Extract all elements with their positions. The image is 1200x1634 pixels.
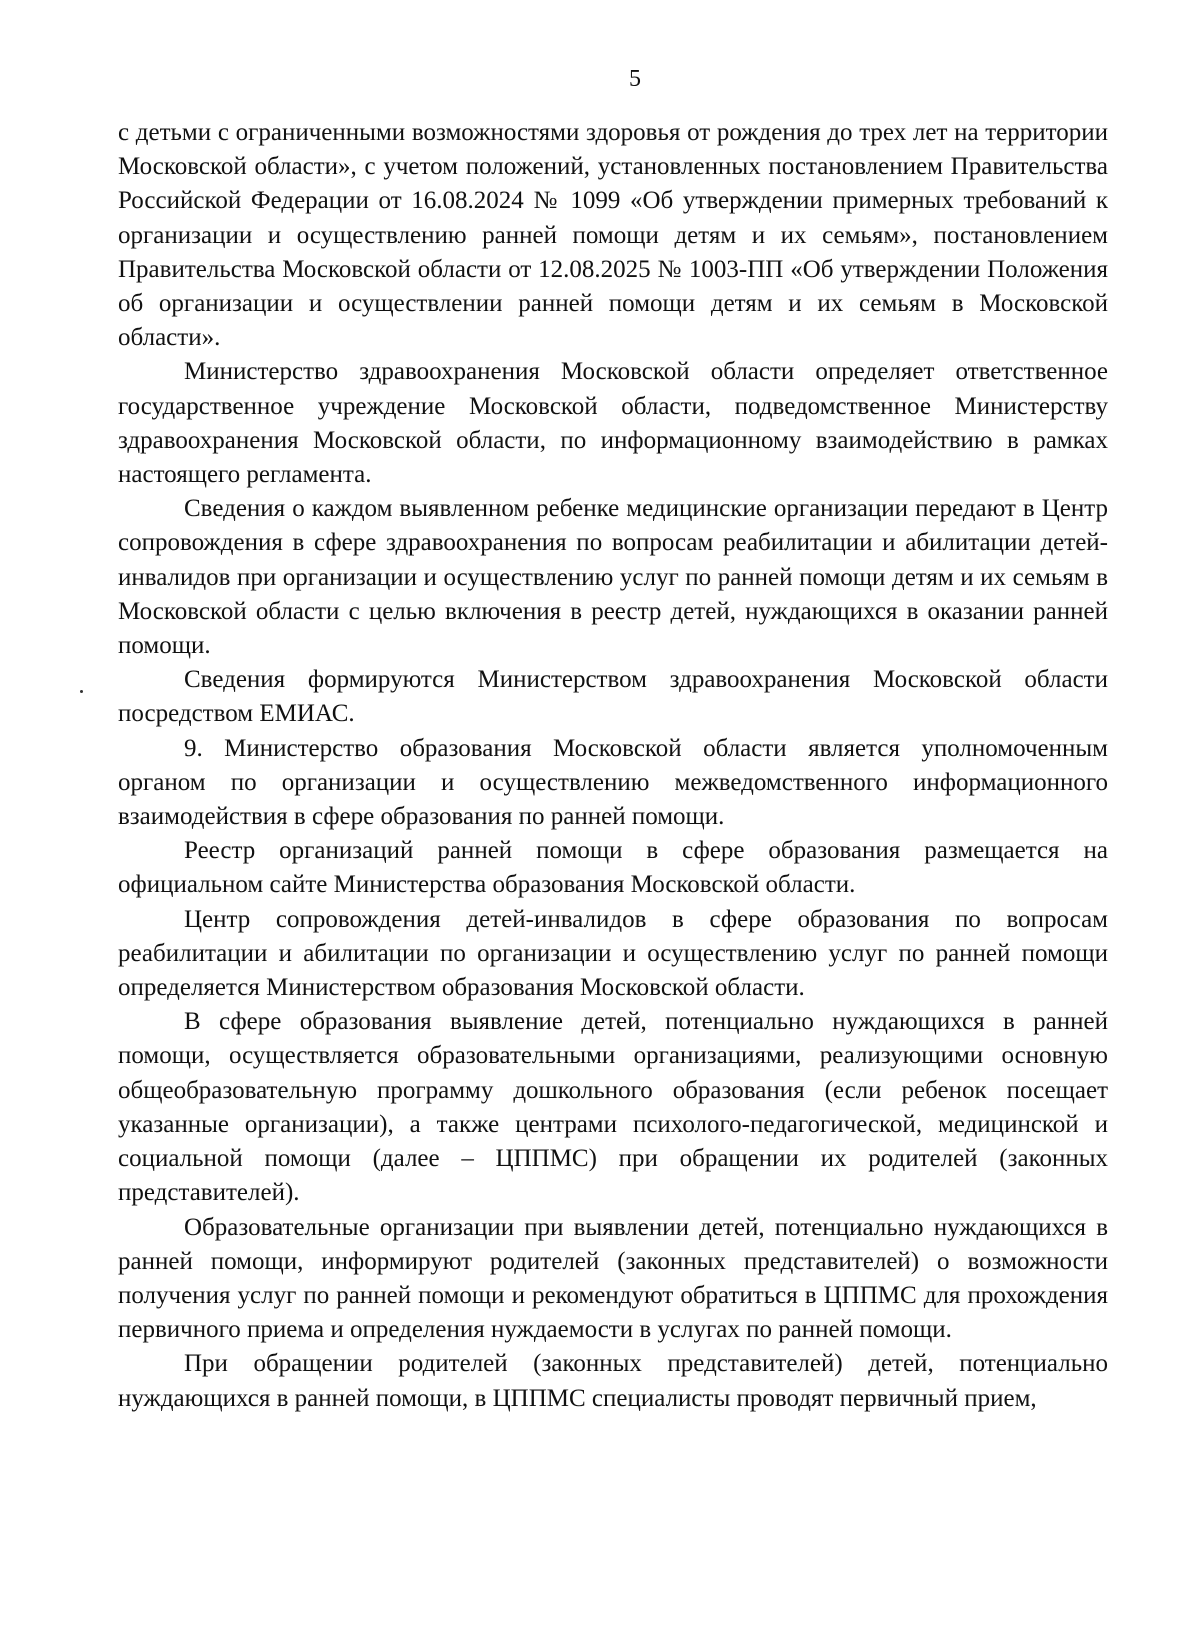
- paragraph-support-center: Центр сопровождения детей-инвалидов в сфере образования по вопросам реабилитации и абилитации по организации и осуществлению услуг по ранней помощи определяется Министерством образования Московской области.: [118, 905, 1108, 1002]
- scan-speck: [80, 690, 83, 693]
- paragraph-ministry-health: Министерство здравоохранения Московской области определяет ответственное государственное учреждение Московской области, подведомственное Министерству здравоохранения Московской области, по информационному взаимодействию в рамках настоящего регламента.: [118, 358, 1108, 489]
- page-number: 5: [629, 66, 641, 92]
- paragraph-item-9: 9. Министерство образования Московской области является уполномоченным органом по организации и осуществлению межведомственного информационного взаимодействия в сфере образования по ранней помощи.: [118, 734, 1108, 831]
- paragraph-child-information: Сведения о каждом выявленном ребенке медицинские организации передают в Центр сопровождения в сфере здравоохранения по вопросам реабилитации и абилитации детей-инвалидов при организации и осуществлению услуг по ранней помощи детям и их семьям в Московской области с целью включения в реестр детей, нуждающихся в оказании ранней помощи.: [118, 495, 1108, 660]
- paragraph-registry: Реестр организаций ранней помощи в сфере образования размещается на официальном сайте Министерства образования Московской области.: [118, 837, 1108, 899]
- paragraph-emias: Сведения формируются Министерством здравоохранения Московской области посредством ЕМИАС.: [118, 666, 1108, 728]
- paragraph-continuation: с детьми с ограниченными возможностями здоровья от рождения до трех лет на территории Московской области», с учетом положений, установленных постановлением Правительства Российской Федерации от 16.08.2024 № 1099 «Об утверждении примерных требований к организации и осуществлению ранней помощи детям и их семьям», постановлением Правительства Московской области от 12.08.2025 № 1003-ПП «Об утверждении Положения об организации и осуществлении ранней помощи детям и их семьям в Московской области».: [118, 119, 1108, 352]
- document-body: [118, 116, 1108, 1416]
- paragraph-cppms-reception: При обращении родителей (законных представителей) детей, потенциально нуждающихся в ранней помощи, в ЦППМС специалисты проводят первичный прием,: [118, 1350, 1108, 1412]
- paragraph-education-detection: В сфере образования выявление детей, потенциально нуждающихся в ранней помощи, осуществляется образовательными организациями, реализующими основную общеобразовательную программу дошкольного образования (если ребенок посещает указанные организации), а также центрами психолого-педагогической, медицинской и социальной помощи (далее – ЦППМС) при обращении их родителей (законных представителей).: [118, 1008, 1108, 1207]
- paragraph-education-organizations: Образовательные организации при выявлении детей, потенциально нуждающихся в ранней помощи, информируют родителей (законных представителей) о возможности получения услуг по ранней помощи и рекомендуют обратиться в ЦППМС для прохождения первичного приема и определения нуждаемости в услугах по ранней помощи.: [118, 1213, 1108, 1344]
